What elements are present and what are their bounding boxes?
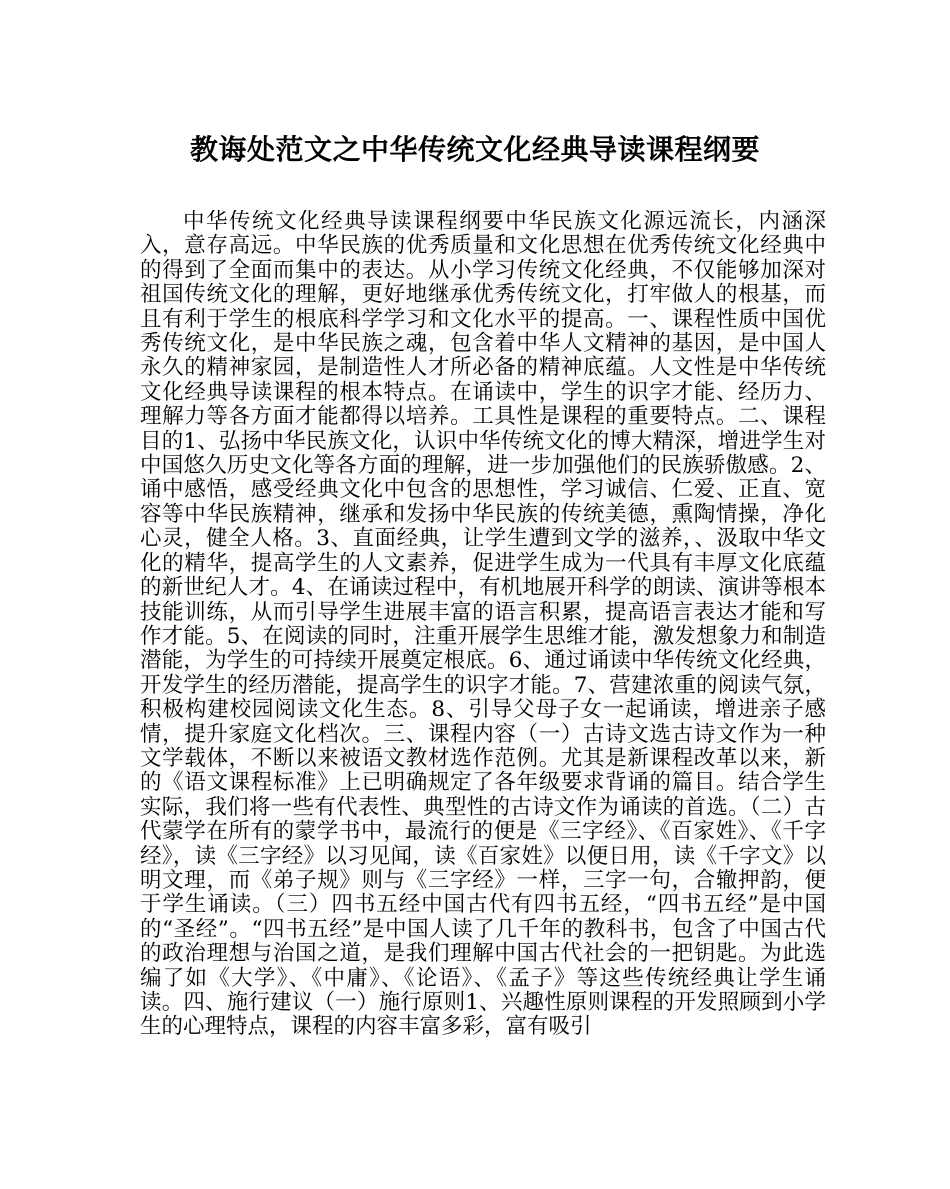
document-title: 教诲处范文之中华传统文化经典导读课程纲要	[189, 133, 760, 166]
document-body: 中华传统文化经典导读课程纲要中华民族文化源远流长，内涵深入，意存高远。中华民族的优秀质量和文化思想在优秀传统文化经典中的得到了全面而集中的表达。从小学习传统文化经典，不仅能够加深对祖国传统文化的理解，更好地继承优秀传统文化，打牢做人的根基，而且有利于学生的根底科学学习和文化水平的提高。一、课程性质中国优秀传统文化，是中华民族之魂，包含着中华人文精神的基因，是中国人永久的精神家园，是制造性人才所必备的精神底蕴。人文性是中华传统文化经典导读课程的根本特点。在诵读中，学生的识字才能、经历力、理解力等各方面才能都得以培养。工具性是课程的重要特点。二、课程目的1、弘扬中华民族文化，认识中华传统文化的博大精深，增进学生对中国悠久历史文化等各方面的理解，进一步加强他们的民族骄傲感。2、诵中感悟，感受经典文化中包含的思想性，学习诚信、仁爱、正直、宽容等中华民族精神，继承和发扬中华民族的传统美德，熏陶情操，净化心灵，健全人格。3、直面经典，让学生遭到文学的滋养，、汲取中华文化的精华，提高学生的人文素养，促进学生成为一代具有丰厚文化底蕴的新世纪人才。4、在诵读过程中，有机地展开科学的朗读、演讲等根本技能训练，从而引导学生进展丰富的语言积累，提高语言表达才能和写作才能。5、在阅读的同时，注重开展学生思维才能，激发想象力和制造潜能，为学生的可持续开展奠定根底。6、通过诵读中华传统文化经典，开发学生的经历潜能，提高学生的识字才能。7、营建浓重的阅读气氛，积极构建校园阅读文化生态。8、引导父母子女一起诵读，增进亲子感情，提升家庭文化档次。三、课程内容（一）古诗文选古诗文作为一种文学载体，不断以来被语文教材选作范例。尤其是新课程改革以来，新的《语文课程标准》上已明确规定了各年级要求背诵的篇目。结合学生实际，我们将一些有代表性、典型性的古诗文作为诵读的首选。（二）古代蒙学在所有的蒙学书中，最流行的便是《三字经》、《百家姓》、《千字经》，读《三字经》以习见闻，读《百家姓》以便日用，读《千字文》以明文理，而《弟子规》则与《三字经》一样，三字一句，合辙押韵，便于学生诵读。（三）四书五经中国古代有四书五经，“四书五经”是中国的“圣经”。“四书五经”是中国人读了几千年的教科书，包含了中国古代的政治理想与治国之道，是我们理解中国古代社会的一把钥匙。为此选编了如《大学》、《中庸》、《论语》、《孟子》等这些传统经典让学生诵读。四、施行建议（一）施行原则1、兴趣性原则课程的开发照顾到小学生的心理特点，课程的内容丰富多彩，富有吸引	[140, 210, 826, 1040]
